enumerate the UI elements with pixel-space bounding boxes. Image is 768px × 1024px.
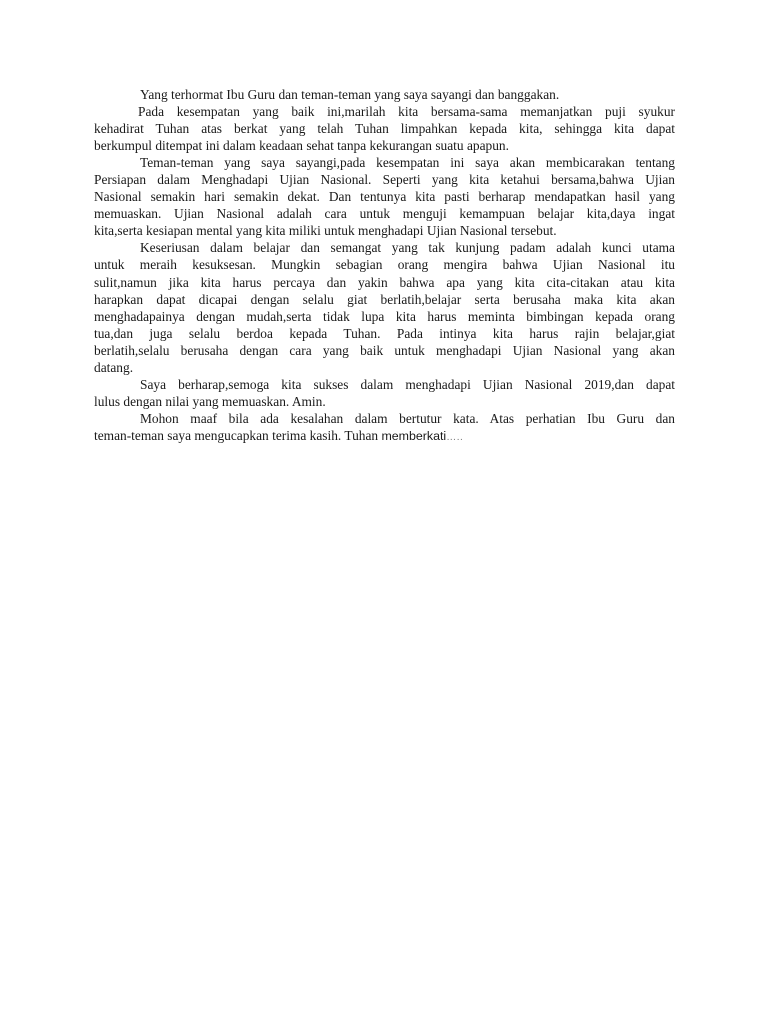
- paragraph-greeting: [94, 86, 675, 103]
- closing-blessing: memberkati: [381, 428, 447, 443]
- paragraph-opening: [94, 103, 675, 154]
- text-line: tua,dan juga selalu berdoa kepada Tuhan. Pada intinya kita harus rajin belajar,giat: [94, 325, 675, 341]
- paragraph-closing: [94, 410, 675, 444]
- closing-ellipsis: …..: [446, 431, 464, 443]
- text-line: menghadapainya dengan mudah,serta tidak lupa kita harus meminta bimbingan kepada orang: [94, 308, 675, 324]
- speech-text: [94, 86, 675, 444]
- text-line: Yang terhormat Ibu Guru dan teman-teman yang saya sayangi dan banggakan.: [140, 87, 560, 102]
- text-line: Mohon maaf bila ada kesalahan dalam bertutur kata. Atas perhatian Ibu Guru dan: [140, 410, 675, 426]
- text-line: Keseriusan dalam belajar dan semangat yang tak kunjung padam adalah kunci utama: [140, 240, 675, 256]
- closing-text: teman-teman saya mengucapkan terima kasih. Tuhan: [94, 427, 382, 443]
- text-line: untuk meraih kesuksesan. Mungkin sebagian orang mengira bahwa Ujian Nasional itu: [94, 257, 675, 273]
- text-line: Persiapan dalam Menghadapi Ujian Nasional. Seperti yang kita ketahui bersama,bahwa Ujian: [94, 172, 675, 188]
- text-line: sulit,namun jika kita harus percaya dan yakin bahwa apa yang kita cita-citakan atau kita: [94, 274, 675, 290]
- text-line: memuaskan. Ujian Nasional adalah cara untuk menguji kemampuan belajar kita,daya ingat: [94, 206, 675, 222]
- text-line: harapkan dapat dicapai dengan selalu giat berlatih,belajar serta berusaha maka kita akan: [94, 291, 675, 307]
- text-line: kehadirat Tuhan atas berkat yang telah Tuhan limpahkan kepada kita, sehingga kita dapat: [94, 121, 675, 137]
- text-line: berkumpul ditempat ini dalam keadaan sehat tanpa kekurangan suatu apapun.: [94, 138, 509, 154]
- text-line: Teman-teman yang saya sayangi,pada kesempatan ini saya akan membicarakan tentang: [140, 155, 675, 171]
- paragraph-hope: [94, 376, 675, 410]
- text-line: lulus dengan nilai yang memuaskan. Amin.: [94, 393, 326, 409]
- text-line: berlatih,selalu berusaha dengan cara yang baik untuk menghadapi Ujian Nasional yang akan: [94, 342, 675, 358]
- text-line: Pada kesempatan yang baik ini,marilah kita bersama-sama memanjatkan puji syukur: [138, 104, 675, 120]
- text-line: Saya berharap,semoga kita sukses dalam menghadapi Ujian Nasional 2019,dan dapat: [140, 376, 675, 392]
- text-line: kita,serta kesiapan mental yang kita miliki untuk menghadapi Ujian Nasional tersebut.: [94, 223, 557, 239]
- text-line: Nasional semakin hari semakin dekat. Dan tentunya kita pasti berharap mendapatkan hasil yang: [94, 189, 675, 205]
- text-line: datang.: [94, 359, 134, 375]
- paragraph-topic: [94, 154, 675, 239]
- paragraph-body: [94, 239, 675, 375]
- text-line-closing: [94, 427, 675, 444]
